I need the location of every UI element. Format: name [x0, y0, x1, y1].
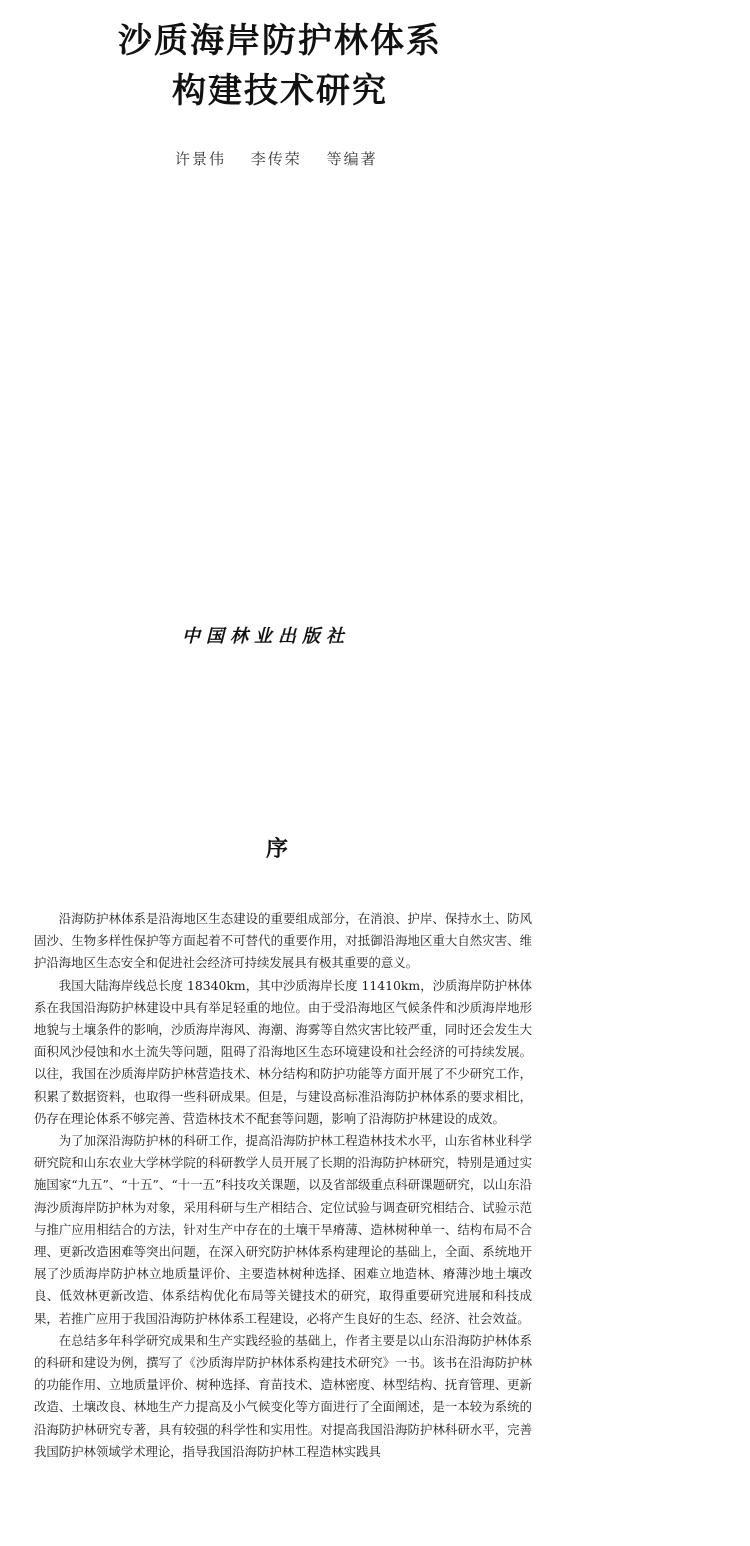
author-name: 许景伟: [175, 150, 227, 168]
preface-paragraph: 沿海防护林体系是沿海地区生态建设的重要组成部分，在消浪、护岸、保持水土、防风固沙、生物多样性保护等方面起着不可替代的重要作用，对抵御沿海地区重大自然灾害、维护沿海地区生态安全和促进社会经济可持续发展具有极其重要的意义。: [34, 911, 532, 971]
publisher-logo-text: 中国林业出版社: [182, 626, 350, 647]
book-title-line-1: 沙质海岸防护林体系: [118, 21, 442, 61]
author-list: [175, 148, 396, 169]
author-role: 等编著: [326, 150, 378, 168]
preface-paragraph: 为了加深沿海防护林的科研工作，提高沿海防护林工程造林技术水平，山东省林业科学研究院和山东农业大学林学院的科研教学人员开展了长期的沿海防护林研究，特别是通过实施国家“九五”、“十五”、“十一五”科技攻关课题，以及省部级重点科研课题研究，以山东沿海沙质海岸防护林为对象，采用科研与生产相结合、定位试验与调查研究相结合、试验示范与推广应用相结合的方法，针对生产中存在的土壤干旱瘠薄、造林树种单一、结构布局不合理、更新改造困难等突出问题，在深入研究防护林体系构建理论的基础上，全面、系统地开展了沙质海岸防护林立地质量评价、主要造林树种选择、困难立地造林、瘠薄沙地土壤改良、低效林更新改造、体系结构优化布局等关键技术的研究，取得重要研究进展和科技成果，若推广应用于我国沿海防护林体系工程建设，必将产生良好的生态、经济、社会效益。: [34, 1133, 532, 1326]
preface-body: [34, 908, 532, 1463]
preface-paragraph: 我国大陆海岸线总长度 18340km，其中沙质海岸长度 11410km，沙质海岸防护林体系在我国沿海防护林建设中具有举足轻重的地位。由于受沿海地区气候条件和沙质海岸地形地貌与土壤条件的影响，沙质海岸海风、海潮、海雾等自然灾害比较严重，同时还会发生大面积风沙侵蚀和水土流失等问题，阻碍了沿海地区生态环境建设和社会经济的可持续发展。以往，我国在沙质海岸防护林营造技术、林分结构和防护功能等方面开展了不少研究工作，积累了数据资料，也取得一些科研成果。但是，与建设高标准沿海防护林体系的要求相比，仍存在理论体系不够完善、营造林技术不配套等问题，影响了沿海防护林建设的成效。: [34, 977, 532, 1126]
preface-heading: 序: [266, 837, 289, 862]
book-title-line-2: 构建技术研究: [172, 71, 388, 111]
preface-paragraph: 在总结多年科学研究成果和生产实践经验的基础上，作者主要是以山东沿海防护林体系的科研和建设为例，撰写了《沙质海岸防护林体系构建技术研究》一书。该书在沿海防护林的功能作用、立地质量评价、树种选择、育苗技术、造林密度、林型结构、抚育管理、更新改造、土壤改良、林地生产力提高及小气候变化等方面进行了全面阐述，是一本较为系统的沿海防护林研究专著，具有较强的科学性和实用性。对提高我国沿海防护林科研水平，完善我国防护林领域学术理论，指导我国沿海防护林工程造林实践具: [34, 1332, 532, 1459]
author-name: 李传荣: [250, 150, 302, 168]
